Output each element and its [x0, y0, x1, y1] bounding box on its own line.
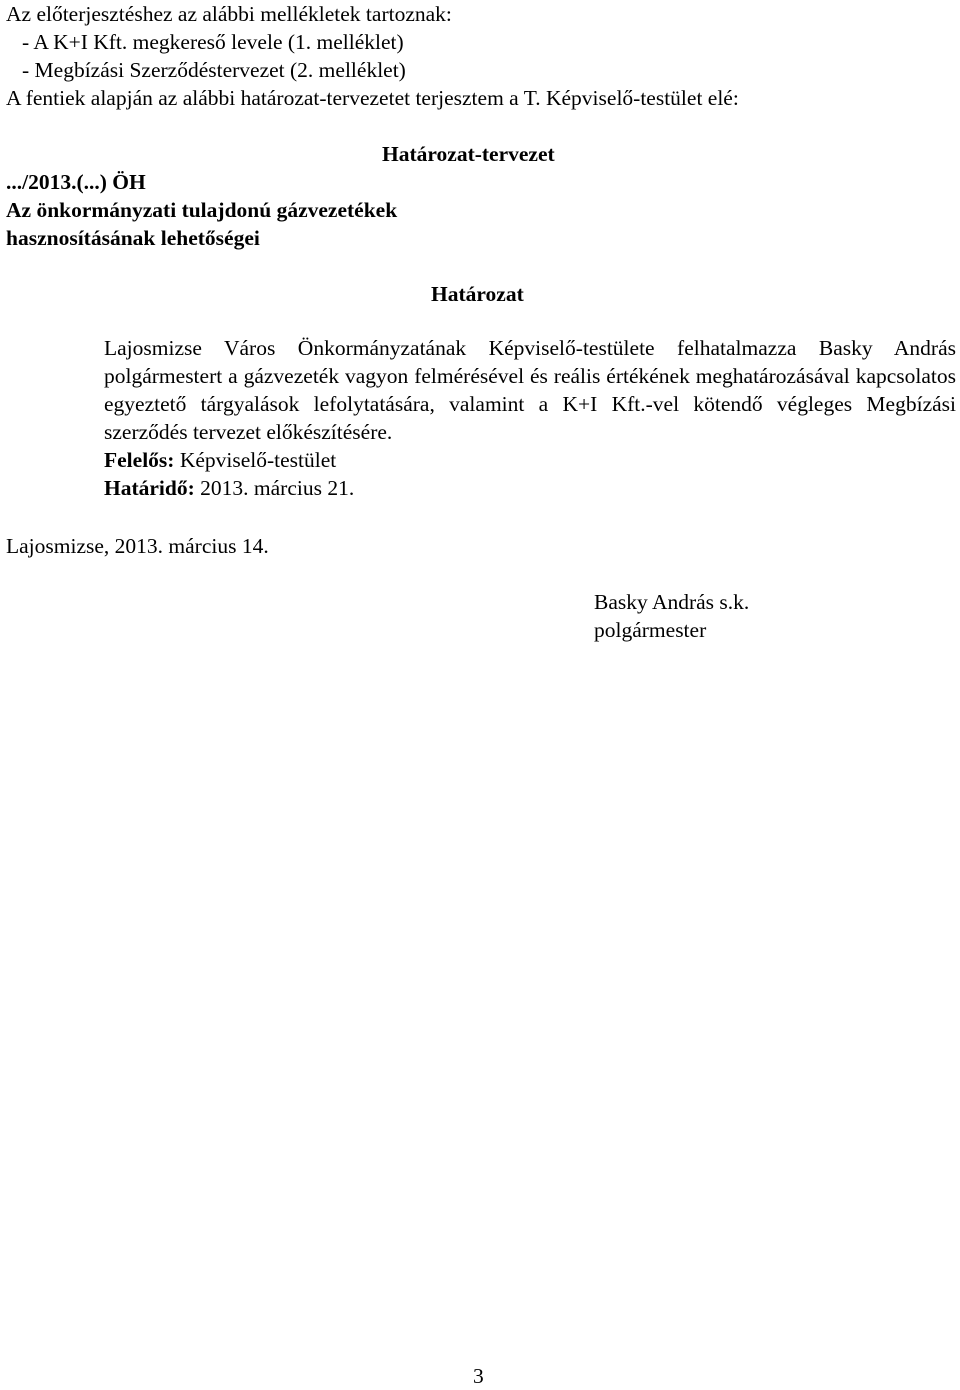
- draft-subject-line-2: hasznosításának lehetőségei: [6, 226, 260, 250]
- annex-heading: Az előterjesztéshez az alábbi mellékletek tartoznak:: [6, 2, 452, 26]
- place-date: Lajosmizse, 2013. március 14.: [6, 534, 269, 558]
- page-number: 3: [473, 1364, 484, 1388]
- deadline-row: [104, 474, 956, 502]
- resolution-body: [104, 334, 956, 502]
- resolution-title: Határozat: [431, 282, 524, 306]
- responsible-label: Felelős:: [104, 448, 175, 472]
- annex-item-2: - Megbízási Szerződéstervezet (2. melléklet): [22, 58, 406, 82]
- responsible-row: [104, 446, 956, 474]
- submission-sentence: A fentiek alapján az alábbi határozat-tervezetet terjesztem a T. Képviselő-testület elé:: [6, 86, 739, 110]
- annex-section: [6, 0, 739, 112]
- annex-item-1: - A K+I Kft. megkereső levele (1. melléklet): [22, 30, 404, 54]
- deadline-label: Határidő:: [104, 476, 195, 500]
- signature-title: polgármester: [594, 618, 707, 642]
- responsible-value: Képviselő-testület: [179, 448, 337, 472]
- deadline-value: 2013. március 21.: [200, 476, 355, 500]
- resolution-text: Lajosmizse Város Önkormányzatának Képviselő-testülete felhatalmazza Basky András polgármestert a gázvezeték vagyon felmérésével és reális értékének meghatározásával kapcsolatos egyeztető tárgyalások lefolytatására, valamint a K+I Kft.-vel kötendő végleges Megbízási szerződés tervezet előkészítésére.: [104, 336, 956, 444]
- draft-title: Határozat-tervezet: [382, 142, 555, 166]
- draft-subject-line-1: Az önkormányzati tulajdonú gázvezetékek: [6, 198, 398, 222]
- signature-name: Basky András s.k.: [594, 590, 750, 614]
- draft-number: .../2013.(...) ÖH: [6, 170, 146, 194]
